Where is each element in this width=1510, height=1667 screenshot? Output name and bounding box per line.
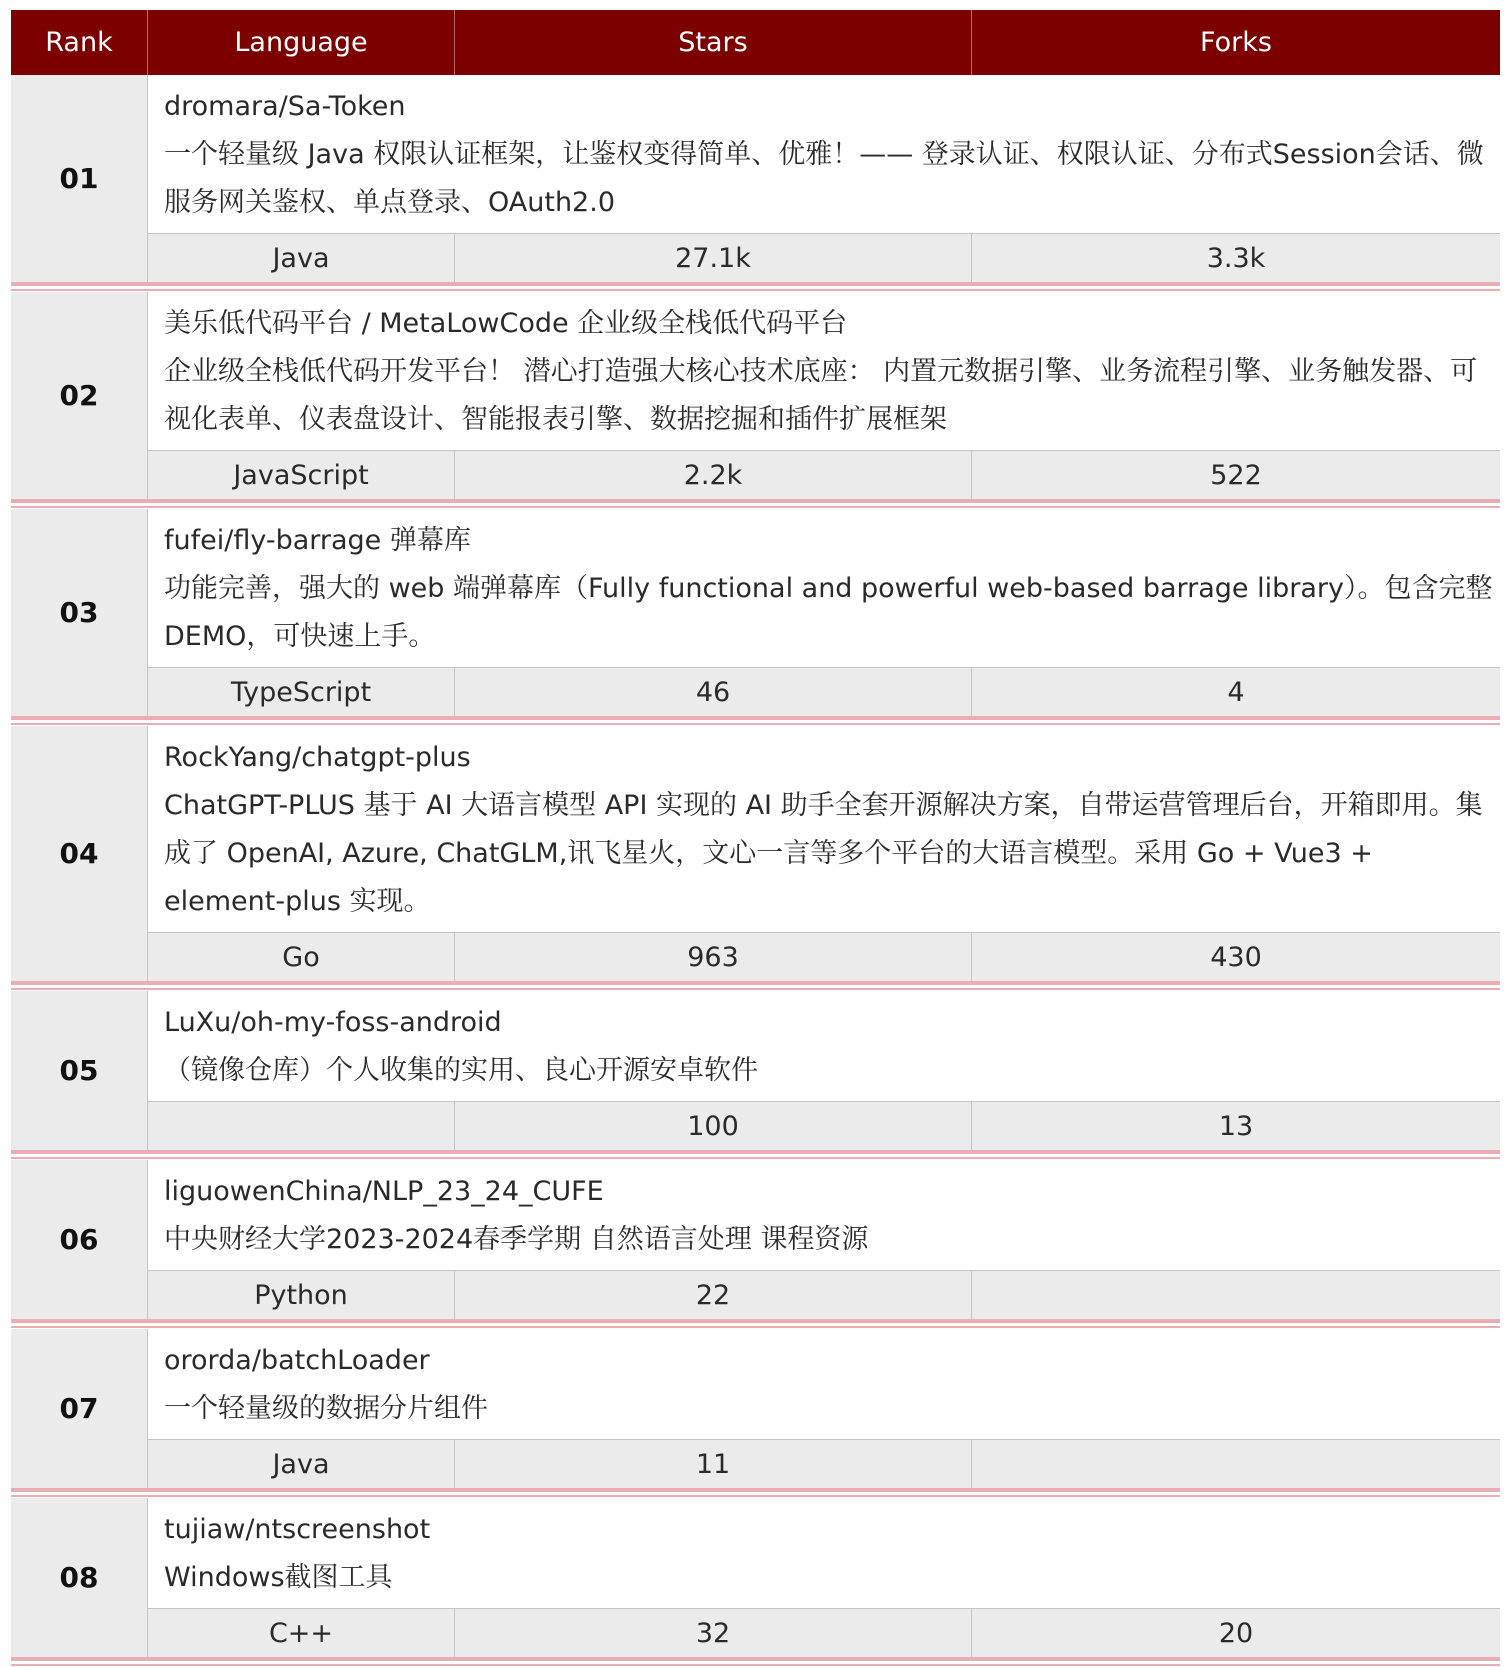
header-forks: Forks: [1200, 27, 1272, 58]
table-row: [11, 509, 1500, 716]
repo-stats: [148, 1608, 1500, 1657]
forks-cell: 522: [1210, 459, 1262, 491]
repo-stats: [148, 932, 1500, 981]
rank-cell: 02: [11, 292, 148, 499]
stars-cell: 46: [455, 668, 972, 716]
repo-info: [148, 1160, 1500, 1270]
stars-cell: 32: [455, 1609, 972, 1657]
repo-stats: [148, 1101, 1500, 1150]
rank-cell: 08: [11, 1498, 148, 1657]
row-divider: [11, 1319, 1500, 1329]
language-cell: JavaScript: [148, 451, 455, 499]
stars-cell: 27.1k: [455, 234, 972, 282]
repo-name[interactable]: ororda/batchLoader: [164, 1345, 430, 1376]
repo-stats: [148, 450, 1500, 499]
row-divider: [11, 499, 1500, 509]
forks-cell: [972, 1271, 1500, 1319]
repo-info: [148, 991, 1500, 1101]
forks-cell: [972, 1440, 1500, 1488]
language-cell: Java: [148, 234, 455, 282]
language-cell: Python: [148, 1271, 455, 1319]
repo-info: [148, 726, 1500, 932]
stars-cell: 100: [455, 1102, 972, 1150]
row-divider: [11, 1488, 1500, 1498]
stars-cell: 963: [455, 933, 972, 981]
repo-name[interactable]: 美乐低代码平台 / MetaLowCode 企业级全栈低代码平台: [164, 308, 848, 339]
header-stars: Stars: [455, 10, 972, 75]
repo-info: [148, 509, 1500, 667]
table-row: [11, 991, 1500, 1150]
table-row: [11, 292, 1500, 499]
repo-description: ChatGPT-PLUS 基于 AI 大语言模型 API 实现的 AI 助手全套开源解决方案，自带运营管理后台，开箱即用。集成了 OpenAI, Azure, ChatGLM,讯飞星火，文心一言等多个平台的大语言模型。采用 Go + Vue3 + element-plus 实现。: [164, 790, 1483, 917]
repo-stats: [148, 1439, 1500, 1488]
repo-info: [148, 75, 1500, 233]
repo-description: 中央财经大学2023-2024春季学期 自然语言处理 课程资源: [164, 1224, 869, 1255]
rank-cell: 07: [11, 1329, 148, 1488]
stars-cell: 11: [455, 1440, 972, 1488]
repo-cell: [148, 1329, 1500, 1488]
forks-cell: 13: [1218, 1110, 1254, 1142]
table-row: [11, 1498, 1500, 1657]
language-cell: [148, 1102, 455, 1150]
table-header: [11, 10, 1500, 75]
stars-cell: 2.2k: [455, 451, 972, 499]
table-row: [11, 726, 1500, 981]
repo-name[interactable]: RockYang/chatgpt-plus: [164, 742, 471, 773]
repo-info: [148, 1329, 1500, 1439]
repo-cell: [148, 75, 1500, 282]
repo-stats: [148, 233, 1500, 282]
rank-cell: 03: [11, 509, 148, 716]
forks-cell: 430: [1210, 941, 1262, 973]
row-divider: [11, 1150, 1500, 1160]
row-divider: [11, 981, 1500, 991]
rank-cell: 05: [11, 991, 148, 1150]
repo-name[interactable]: liguowenChina/NLP_23_24_CUFE: [164, 1176, 604, 1207]
stars-cell: 22: [455, 1271, 972, 1319]
table-row: [11, 75, 1500, 282]
language-cell: TypeScript: [148, 668, 455, 716]
repo-info: [148, 1498, 1500, 1608]
rank-cell: 06: [11, 1160, 148, 1319]
repo-description: Windows截图工具: [164, 1562, 393, 1593]
repo-name[interactable]: LuXu/oh-my-foss-android: [164, 1007, 502, 1038]
repo-cell: [148, 726, 1500, 981]
repo-name[interactable]: fufei/fly-barrage 弹幕库: [164, 525, 471, 556]
repo-cell: [148, 1498, 1500, 1657]
table-row: [11, 1329, 1500, 1488]
repo-description: 企业级全栈低代码开发平台！ 潜心打造强大核心技术底座： 内置元数据引擎、业务流程引擎、业务触发器、可视化表单、仪表盘设计、智能报表引擎、数据挖掘和插件扩展框架: [164, 356, 1478, 435]
language-cell: Go: [148, 933, 455, 981]
repo-cell: [148, 991, 1500, 1150]
repo-description: 功能完善，强大的 web 端弹幕库（Fully functional and powerful web-based barrage library）。包含完整 DEMO，可快速上手。: [164, 573, 1493, 652]
forks-cell: 4: [1227, 676, 1245, 708]
header-language: Language: [148, 10, 455, 75]
row-divider: [11, 282, 1500, 292]
repo-info: [148, 292, 1500, 450]
table-row: [11, 1160, 1500, 1319]
repo-cell: [148, 1160, 1500, 1319]
repo-stats: [148, 667, 1500, 716]
repo-description: 一个轻量级的数据分片组件: [164, 1393, 488, 1424]
rank-cell: 01: [11, 75, 148, 282]
repo-cell: [148, 509, 1500, 716]
repo-name[interactable]: dromara/Sa-Token: [164, 91, 406, 122]
language-cell: C++: [148, 1609, 455, 1657]
repo-stats: [148, 1270, 1500, 1319]
header-rank: Rank: [11, 10, 148, 75]
repo-description: 一个轻量级 Java 权限认证框架，让鉴权变得简单、优雅！—— 登录认证、权限认证、分布式Session会话、微服务网关鉴权、单点登录、OAuth2.0: [164, 139, 1484, 218]
language-cell: Java: [148, 1440, 455, 1488]
forks-cell: 20: [1218, 1617, 1254, 1649]
repo-description: （镜像仓库）个人收集的实用、良心开源安卓软件: [164, 1055, 758, 1086]
trending-table: [11, 10, 1500, 1667]
rank-cell: 04: [11, 726, 148, 981]
forks-cell: 3.3k: [1206, 242, 1266, 274]
repo-cell: [148, 292, 1500, 499]
row-divider: [11, 716, 1500, 726]
row-divider: [11, 1657, 1500, 1667]
repo-name[interactable]: tujiaw/ntscreenshot: [164, 1514, 431, 1545]
